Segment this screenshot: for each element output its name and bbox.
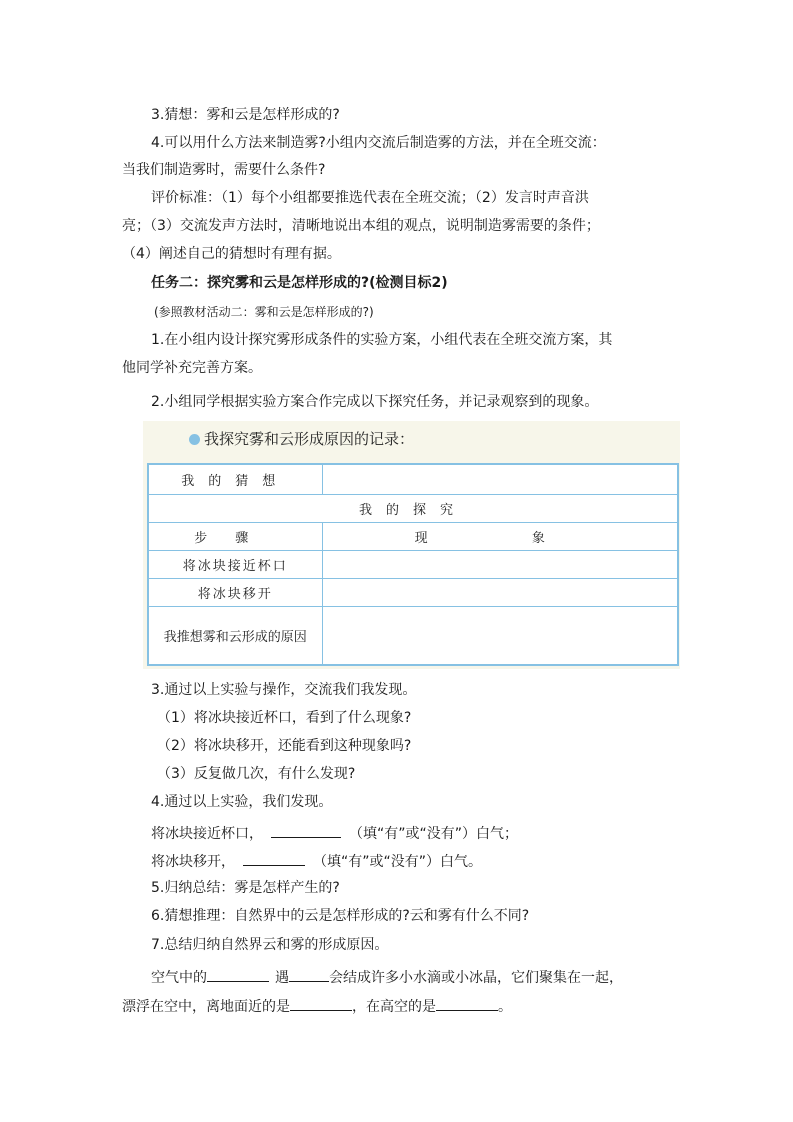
step-1-text-cont: 他同学补充完善方案。	[122, 360, 262, 376]
blank-high-sky[interactable]	[436, 995, 498, 1011]
fill-line-3: 空气中的 遇 会结成许多小水滴或小冰晶，它们聚集在一起，	[151, 966, 623, 988]
table-row	[148, 522, 678, 550]
step-2-text: 2.小组同学根据实验方案合作完成以下探究任务，并记录观察到的现象。	[151, 394, 599, 410]
task-two-reference: (参照教材活动二：雾和云是怎样形成的?)	[154, 305, 374, 319]
blank-condition[interactable]	[289, 966, 329, 982]
evaluation-criteria-cont1: 亮；（3）交流发声方法时，清晰地说出本组的观点，说明制造雾需要的条件；	[122, 218, 600, 234]
step-label-3: 我推想雾和云形成的原因	[148, 606, 322, 665]
blank-air-content[interactable]	[207, 966, 269, 982]
blank-moved-away[interactable]	[243, 850, 305, 866]
reason-cell[interactable]	[322, 606, 678, 665]
fill-line-1: 将冰块接近杯口， （填“有”或“没有”）白气；	[151, 822, 518, 844]
guess-label: 我的猜想	[148, 464, 322, 494]
question-4: 4.可以用什么方法来制造雾?小组内交流后制造雾的方法，并在全班交流：	[151, 135, 606, 151]
question-7: 7.总结归纳自然界云和雾的形成原因。	[151, 937, 389, 953]
record-figure-title: 我探究雾和云形成原因的记录：	[143, 429, 414, 449]
phenomenon-cell-2[interactable]	[322, 578, 678, 606]
table-row	[148, 606, 678, 665]
step-label-2: 将冰块移开	[148, 578, 322, 606]
table-row	[148, 494, 678, 522]
record-figure	[143, 421, 680, 669]
explore-header: 我的探究	[148, 494, 678, 522]
fill-line-4: 漂浮在空中，离地面近的是 ，在高空的是 。	[122, 995, 512, 1017]
phenomenon-cell-1[interactable]	[322, 550, 678, 578]
step-label-1: 将冰块接近杯口	[148, 550, 322, 578]
evaluation-criteria-cont2: （4）阐述自己的猜想时有理有据。	[122, 246, 341, 262]
guess-cell[interactable]	[322, 464, 678, 494]
question-3b: 3.通过以上实验与操作，交流我们我发现。	[151, 682, 417, 698]
blank-near-cup[interactable]	[271, 822, 341, 838]
question-4b: 4.通过以上实验，我们发现。	[151, 794, 333, 810]
question-3: 3.猜想：雾和云是怎样形成的?	[151, 107, 340, 123]
record-table	[147, 463, 679, 666]
table-row	[148, 550, 678, 578]
question-4-cont: 当我们制造雾时，需要什么条件?	[122, 162, 326, 178]
phenomenon-header: 现 象	[322, 522, 678, 550]
question-6: 6.猜想推理：自然界中的云是怎样形成的?云和雾有什么不同?	[151, 908, 530, 924]
sub-question-1: （1）将冰块接近杯口，看到了什么现象?	[157, 710, 412, 726]
table-row	[148, 578, 678, 606]
table-row	[148, 464, 678, 494]
task-two-heading: 任务二：探究雾和云是怎样形成的?(检测目标2)	[151, 275, 448, 291]
evaluation-criteria: 评价标准：（1）每个小组都要推选代表在全班交流；（2）发言时声音洪	[151, 190, 589, 206]
sub-question-2: （2）将冰块移开，还能看到这种现象吗?	[157, 738, 412, 754]
sub-question-3: （3）反复做几次，有什么发现?	[157, 766, 356, 782]
question-5: 5.归纳总结：雾是怎样产生的?	[151, 880, 340, 896]
bullet-dot-icon	[189, 434, 200, 445]
fill-line-2: 将冰块移开， （填“有”或“没有”）白气。	[151, 850, 482, 872]
step-1-text: 1.在小组内设计探究雾形成条件的实验方案，小组代表在全班交流方案，其	[151, 332, 613, 348]
step-header: 步骤	[148, 522, 322, 550]
blank-near-ground[interactable]	[290, 995, 352, 1011]
